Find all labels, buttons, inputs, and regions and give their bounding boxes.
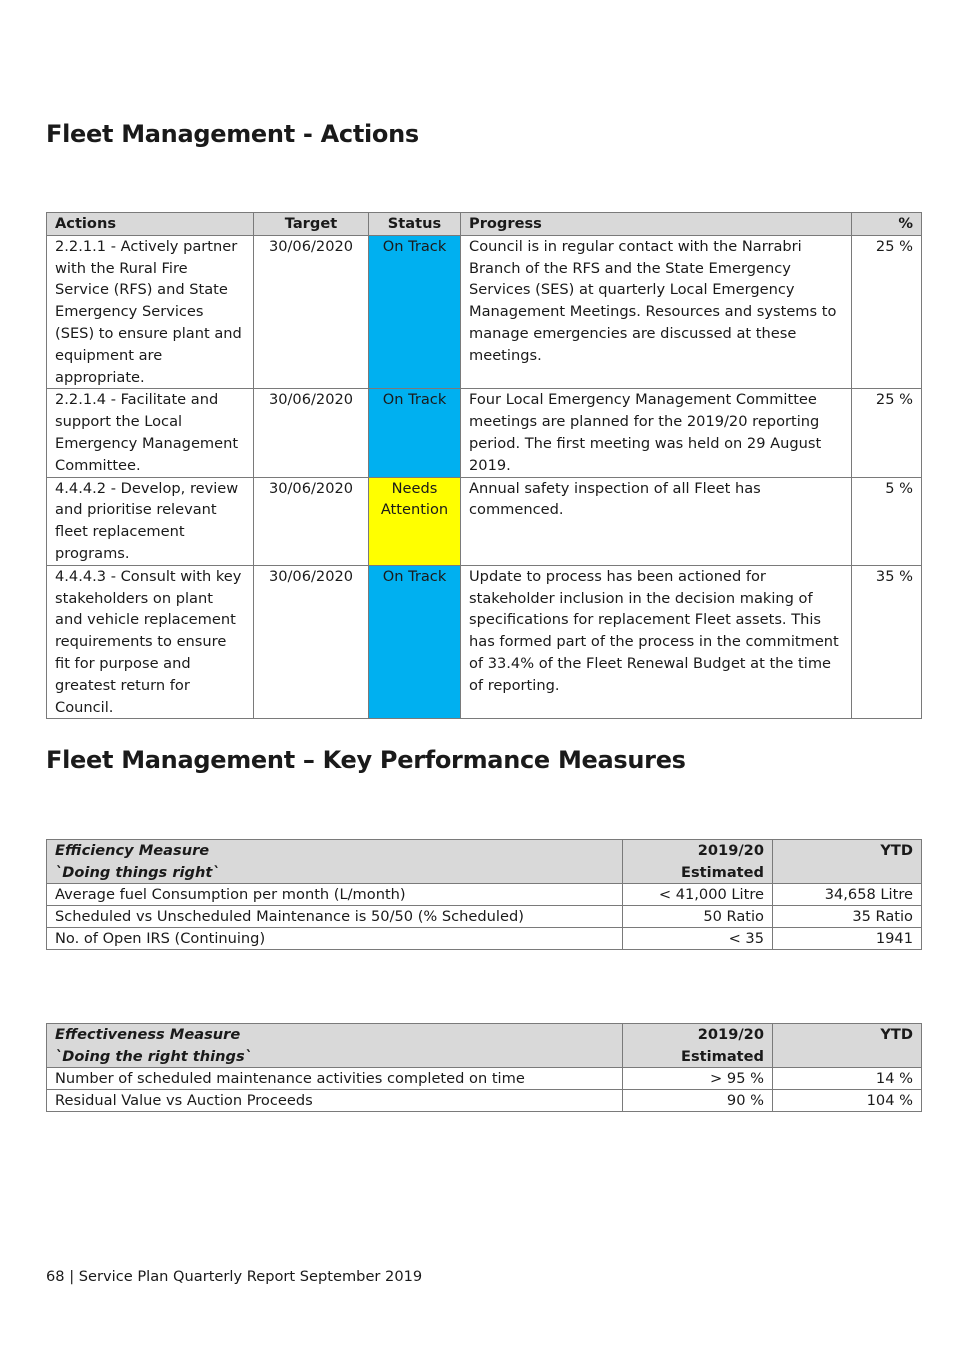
- estimated-cell: 50 Ratio: [623, 906, 773, 928]
- measure-cell: Number of scheduled maintenance activities completed on time: [47, 1068, 623, 1090]
- status-badge: On Track: [369, 389, 461, 477]
- header-percent: %: [852, 213, 922, 236]
- header-estimated: [623, 840, 773, 884]
- estimated-cell: 90 %: [623, 1090, 773, 1112]
- actions-header-row: [47, 213, 922, 236]
- ytd-cell: 104 %: [773, 1090, 922, 1112]
- estimated-cell: < 35: [623, 928, 773, 950]
- actions-title: Fleet Management - Actions: [46, 120, 419, 148]
- target-cell: 30/06/2020: [254, 235, 369, 389]
- status-badge: Needs Attention: [369, 477, 461, 565]
- table-row: [47, 235, 922, 389]
- efficiency-measure-label: Efficiency Measure: [55, 842, 210, 859]
- page-footer: 68 | Service Plan Quarterly Report September 2019: [46, 1268, 423, 1285]
- estimated-label: Estimated: [680, 863, 764, 881]
- measure-cell: Average fuel Consumption per month (L/month): [47, 884, 623, 906]
- action-cell: 4.4.4.2 - Develop, review and prioritise relevant fleet replacement programs.: [47, 477, 254, 565]
- status-badge: On Track: [369, 235, 461, 389]
- actions-table: [46, 212, 922, 719]
- estimated-cell: > 95 %: [623, 1068, 773, 1090]
- ytd-cell: 1941: [773, 928, 922, 950]
- estimated-year-label: 2019/20: [697, 842, 764, 859]
- efficiency-measure-subtitle: `Doing things right`: [55, 863, 220, 881]
- effectiveness-table: [46, 1023, 922, 1112]
- target-cell: 30/06/2020: [254, 477, 369, 565]
- header-target: Target: [254, 213, 369, 236]
- table-row: [47, 1090, 922, 1112]
- table-row: [47, 906, 922, 928]
- ytd-cell: 14 %: [773, 1068, 922, 1090]
- ytd-cell: 35 Ratio: [773, 906, 922, 928]
- estimated-label: Estimated: [680, 1047, 764, 1065]
- action-cell: 2.2.1.1 - Actively partner with the Rural Fire Service (RFS) and State Emergency Services (SES) to ensure plant and equipment are appropriate.: [47, 235, 254, 389]
- header-ytd: YTD: [773, 840, 922, 884]
- table-row: [47, 928, 922, 950]
- header-status: Status: [369, 213, 461, 236]
- estimated-cell: < 41,000 Litre: [623, 884, 773, 906]
- table-row: [47, 477, 922, 565]
- target-cell: 30/06/2020: [254, 565, 369, 719]
- efficiency-header-row: [47, 840, 922, 884]
- header-effectiveness-measure: [47, 1024, 623, 1068]
- measure-cell: Scheduled vs Unscheduled Maintenance is 50/50 (% Scheduled): [47, 906, 623, 928]
- header-efficiency-measure: [47, 840, 623, 884]
- measure-cell: Residual Value vs Auction Proceeds: [47, 1090, 623, 1112]
- action-cell: 2.2.1.4 - Facilitate and support the Local Emergency Management Committee.: [47, 389, 254, 477]
- action-cell: 4.4.4.3 - Consult with key stakeholders on plant and vehicle replacement requirements to ensure fit for purpose and greatest return for Council.: [47, 565, 254, 719]
- measure-cell: No. of Open IRS (Continuing): [47, 928, 623, 950]
- percent-cell: 25 %: [852, 235, 922, 389]
- table-row: [47, 389, 922, 477]
- table-row: [47, 565, 922, 719]
- effectiveness-measure-label: Effectiveness Measure: [55, 1026, 241, 1043]
- ytd-cell: 34,658 Litre: [773, 884, 922, 906]
- efficiency-table: [46, 839, 922, 950]
- kpi-title: Fleet Management – Key Performance Measures: [46, 746, 686, 774]
- percent-cell: 5 %: [852, 477, 922, 565]
- effectiveness-measure-subtitle: `Doing the right things`: [55, 1047, 252, 1065]
- progress-cell: Update to process has been actioned for stakeholder inclusion in the decision making of specifications for replacement Fleet assets. This has formed part of the process in the commitment of 33.4% of the Fleet Renewal Budget at the time of reporting.: [461, 565, 852, 719]
- progress-cell: Annual safety inspection of all Fleet has commenced.: [461, 477, 852, 565]
- percent-cell: 25 %: [852, 389, 922, 477]
- progress-cell: Council is in regular contact with the Narrabri Branch of the RFS and the State Emergency Services (SES) at quarterly Local Emergency Management Meetings. Resources and systems to manage emergencies are discussed at these meetings.: [461, 235, 852, 389]
- table-row: [47, 1068, 922, 1090]
- table-row: [47, 884, 922, 906]
- estimated-year-label: 2019/20: [697, 1026, 764, 1043]
- header-estimated: [623, 1024, 773, 1068]
- percent-cell: 35 %: [852, 565, 922, 719]
- header-actions: Actions: [47, 213, 254, 236]
- status-badge: On Track: [369, 565, 461, 719]
- progress-cell: Four Local Emergency Management Committee meetings are planned for the 2019/20 reporting period. The first meeting was held on 29 August 2019.: [461, 389, 852, 477]
- effectiveness-header-row: [47, 1024, 922, 1068]
- header-ytd: YTD: [773, 1024, 922, 1068]
- target-cell: 30/06/2020: [254, 389, 369, 477]
- header-progress: Progress: [461, 213, 852, 236]
